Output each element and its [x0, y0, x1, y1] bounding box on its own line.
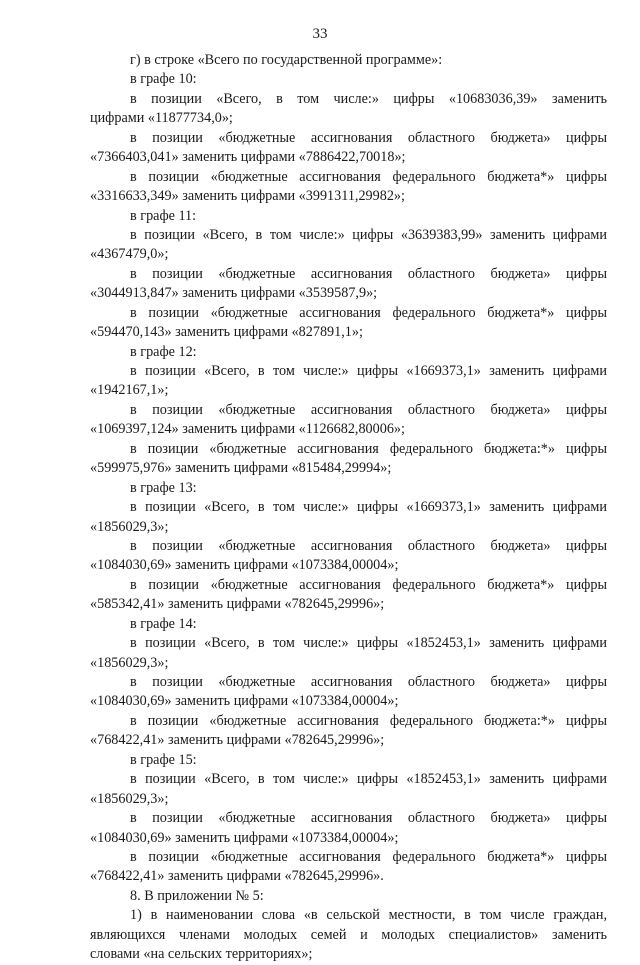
text-line: в позиции «бюджетные ассигнования областного бюджета» цифры — [130, 810, 607, 827]
text-line: «3044913,847» заменить цифрами «3539587,9»; — [90, 285, 378, 302]
text-line: в позиции «Всего, в том числе:» цифры «1852453,1» заменить цифрами — [130, 635, 607, 652]
text-line: «1942167,1»; — [90, 382, 169, 399]
text-line: в графе 10: — [130, 71, 197, 88]
text-line: «1856029,3»; — [90, 518, 169, 535]
text-line: в графе 13: — [130, 479, 197, 496]
text-line: в графе 15: — [130, 751, 197, 768]
text-line: в графе 12: — [130, 343, 197, 360]
text-line: в позиции «бюджетные ассигнования областного бюджета» цифры — [130, 401, 607, 418]
text-line: «594470,143» заменить цифрами «827891,1»; — [90, 324, 363, 341]
text-line: «7366403,041» заменить цифрами «7886422,70018»; — [90, 149, 406, 166]
document-body — [90, 51, 607, 965]
page-number: 33 — [312, 26, 328, 42]
text-line: в графе 14: — [130, 615, 197, 632]
text-line: являющихся членами молодых семей и молодых специалистов» заменить — [90, 926, 607, 943]
text-line: словами «на сельских территориях»; — [90, 946, 313, 963]
text-line: в позиции «бюджетные ассигнования федерального бюджета:*» цифры — [130, 712, 607, 729]
text-line: в позиции «Всего, в том числе:» цифры «1669373,1» заменить цифрами — [130, 499, 607, 516]
text-line: «1084030,69» заменить цифрами «1073384,00004»; — [90, 829, 399, 846]
text-line: в позиции «бюджетные ассигнования федерального бюджета*» цифры — [130, 848, 607, 865]
text-line: «1856029,3»; — [90, 654, 169, 671]
text-line: «4367479,0»; — [90, 246, 169, 263]
text-line: в позиции «Всего, в том числе:» цифры «1852453,1» заменить цифрами — [130, 771, 607, 788]
text-line: «768422,41» заменить цифрами «782645,29996». — [90, 868, 384, 885]
text-line: в позиции «бюджетные ассигнования областного бюджета» цифры — [130, 129, 607, 146]
text-line: в позиции «бюджетные ассигнования федерального бюджета*» цифры — [130, 576, 607, 593]
text-line: в позиции «бюджетные ассигнования федерального бюджета*» цифры — [130, 168, 607, 185]
text-line: 1) в наименовании слова «в сельской местности, в том числе граждан, — [130, 907, 607, 924]
text-line: г) в строке «Всего по государственной программе»: — [130, 52, 443, 68]
text-line: «599975,976» заменить цифрами «815484,29994»; — [90, 460, 392, 477]
text-line: цифрами «11877734,0»; — [90, 110, 233, 127]
text-line: в графе 11: — [130, 207, 197, 224]
text-line: 8. В приложении № 5: — [130, 887, 264, 904]
text-line: «1084030,69» заменить цифрами «1073384,00004»; — [90, 557, 399, 574]
text-line: в позиции «бюджетные ассигнования областного бюджета» цифры — [130, 537, 607, 554]
text-line: в позиции «бюджетные ассигнования областного бюджета» цифры — [130, 265, 607, 282]
text-line: «3316633,349» заменить цифрами «3991311,29982»; — [90, 188, 405, 205]
text-line: в позиции «Всего, в том числе:» цифры «3639383,99» заменить цифрами — [130, 226, 607, 243]
text-line: в позиции «бюджетные ассигнования федерального бюджета*» цифры — [130, 304, 607, 321]
text-line: в позиции «Всего, в том числе:» цифры «1669373,1» заменить цифрами — [130, 363, 607, 379]
text-line: в позиции «Всего, в том числе:» цифры «10683036,39» заменить — [130, 90, 607, 107]
text-line: «1069397,124» заменить цифрами «1126682,80006»; — [90, 421, 405, 438]
text-line: «585342,41» заменить цифрами «782645,29996»; — [90, 596, 385, 613]
text-line: «768422,41» заменить цифрами «782645,29996»; — [90, 732, 385, 749]
text-line: в позиции «бюджетные ассигнования федерального бюджета:*» цифры — [130, 440, 607, 457]
text-line: в позиции «бюджетные ассигнования областного бюджета» цифры — [130, 674, 607, 690]
text-line: «1084030,69» заменить цифрами «1073384,00004»; — [90, 693, 399, 710]
text-line: «1856029,3»; — [90, 790, 169, 807]
